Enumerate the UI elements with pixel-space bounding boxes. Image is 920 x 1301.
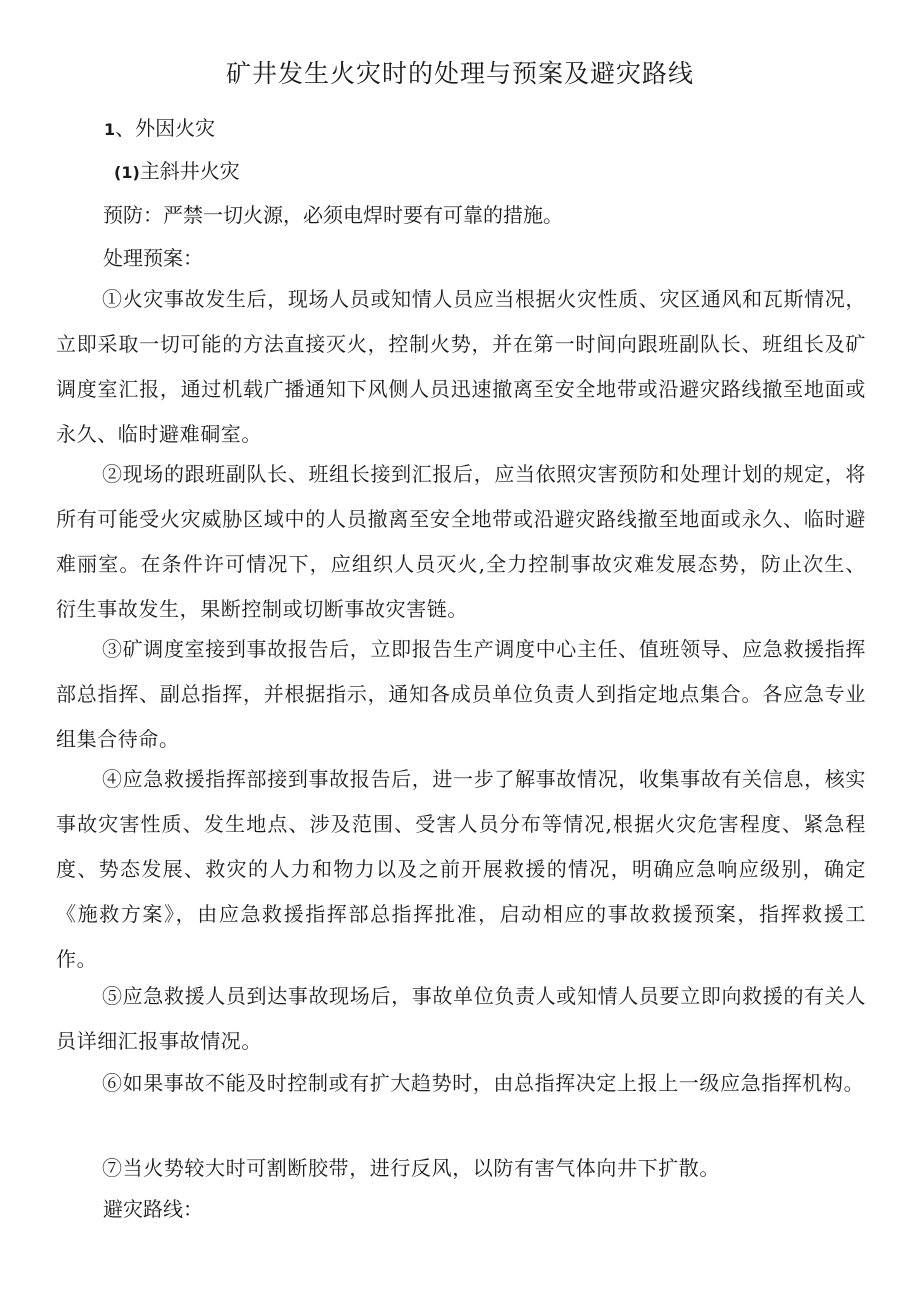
plan-step-7: ⑦当火势较大时可割断胶带，进行反风，以防有害气体向井下扩散。	[102, 1156, 720, 1180]
plan-step-4: ④应急救援指挥部接到事故报告后，进一步了解事故情况，收集事故有关信息，核实事故灾害性质、发生地点、涉及范围、受害人员分布等情况,根据火灾危害程度、紧急程度、势态发展、救灾的人力和物力以及之前开展救援的情况，明确应急响应级别，确定《施救方案》，由应急救援指挥部总指挥批准，启动相应的事故救援预案，指挥救援工作。	[56, 767, 866, 971]
section-number: 1	[104, 120, 116, 139]
plan-heading: 处理预案：	[103, 246, 203, 270]
plan-step-2: ②现场的跟班副队长、班组长接到汇报后，应当依照灾害预防和处理计划的规定，将所有可能受火灾威胁区域中的人员撤离至安全地带或沿避灾路线撤至地面或永久、临时避难丽室。在条件许可情况下，应组织人员灭火,全力控制事故灾难发展态势，防止次生、衍生事故发生，果断控制或切断事故灾害链。	[56, 462, 866, 621]
section-heading	[104, 112, 215, 146]
subsection-heading	[114, 155, 240, 189]
plan-step-6: ⑥如果事故不能及时控制或有扩大趋势时，由总指挥决定上报上一级应急指挥机构。	[102, 1071, 865, 1095]
section-title: 、外因火灾	[115, 116, 216, 140]
plan-step-3: ③矿调度室接到事故报告后，立即报告生产调度中心主任、值班领导、应急救援指挥部总指挥、副总指挥，并根据指示，通知各成员单位负责人到指定地点集合。各应急专业组集合待命。	[56, 637, 866, 751]
prevention-text: 预防：严禁一切火源，必须电焊时要有可靠的措施。	[103, 203, 563, 227]
subsection-title: 主斜井火灾	[139, 159, 240, 183]
plan-step-1: ①火灾事故发生后，现场人员或知情人员应当根据火灾性质、灾区通风和瓦斯情况，立即采取一切可能的方法直接灭火，控制火势，并在第一时间向跟班副队长、班组长及矿调度室汇报，通过机载广播通知下风侧人员迅速撤离至安全地带或沿避灾路线撤至地面或永久、临时避难硐室。	[56, 287, 866, 446]
subsection-number: (1)	[114, 163, 140, 182]
document-title: 矿井发生火灾时的处理与预案及避灾路线	[225, 59, 694, 88]
route-heading: 避灾路线：	[103, 1197, 203, 1221]
plan-step-5: ⑤应急救援人员到达事故现场后，事故单位负责人或知情人员要立即向救援的有关人员详细汇报事故情况。	[56, 984, 866, 1053]
